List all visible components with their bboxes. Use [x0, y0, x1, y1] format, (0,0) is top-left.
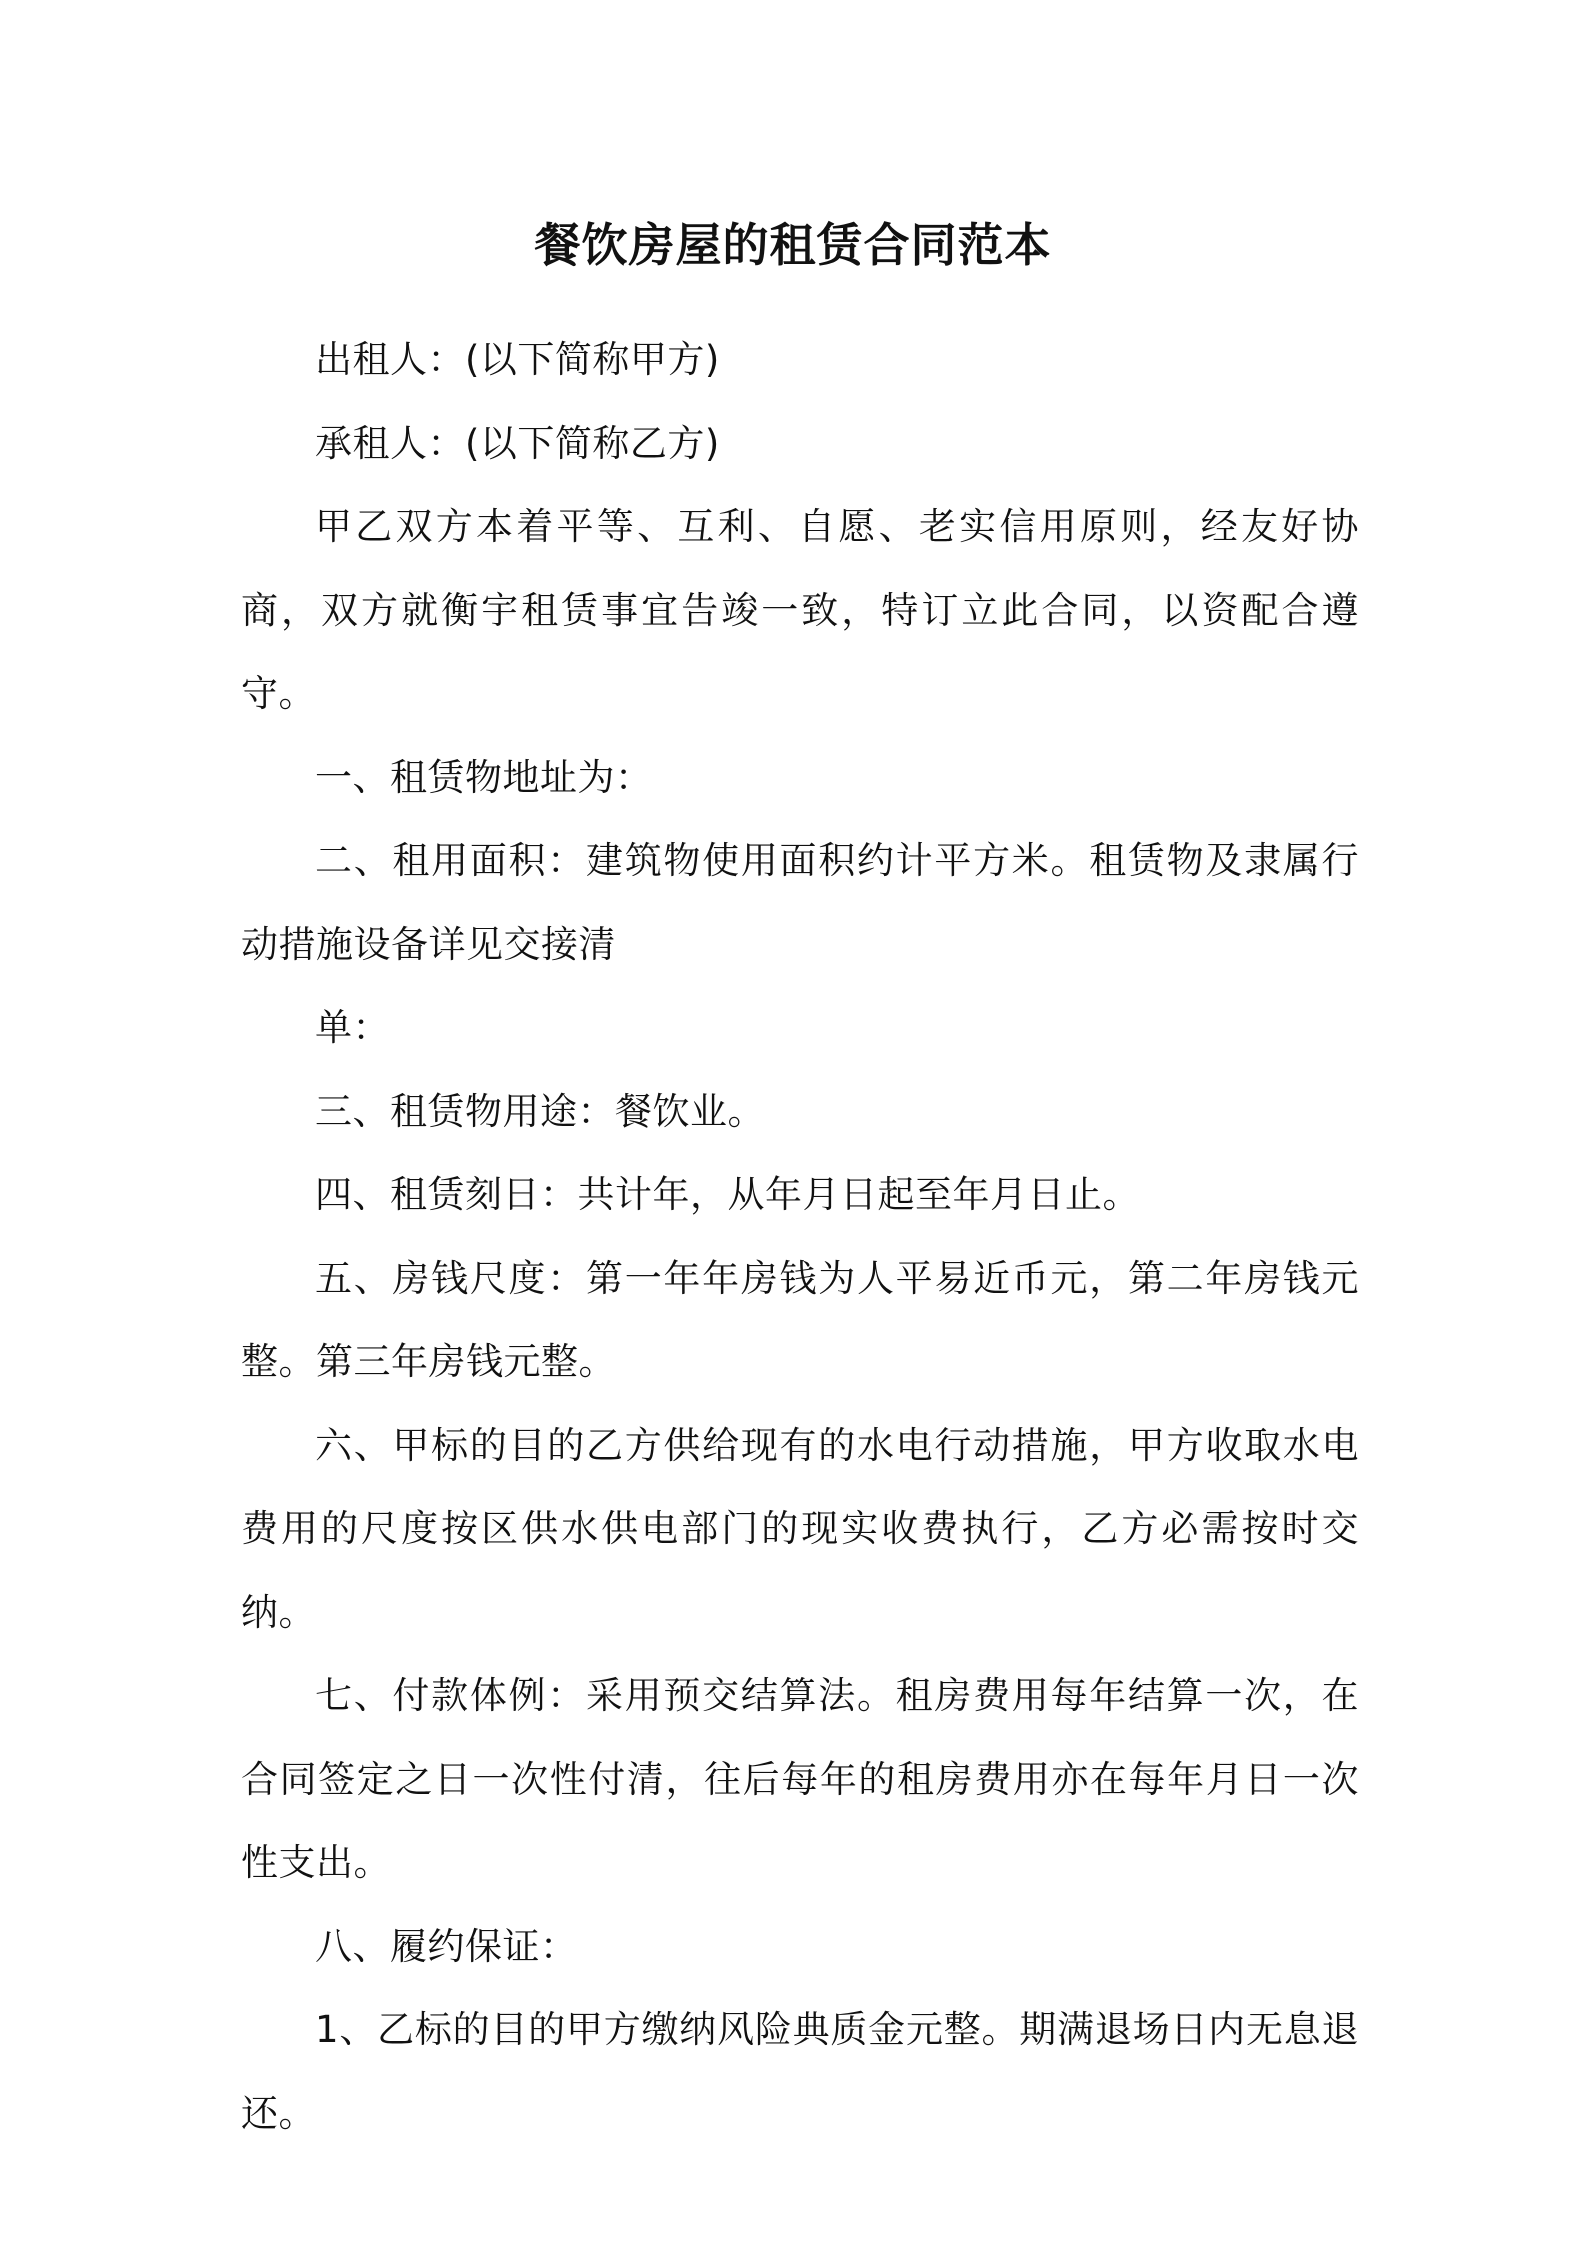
- paragraph-clause-8-item-1: 1、乙标的目的甲方缴纳风险典质金元整。期满退场日内无息退还。: [241, 2008, 1359, 2135]
- paragraph-clause-2-continued: 单：: [315, 1006, 390, 1049]
- paragraph-clause-6: 六、甲标的目的乙方供给现有的水电行动措施，甲方收取水电费用的尺度按区供水供电部门的现实收费执行，乙方必需按时交纳。: [241, 1423, 1359, 1634]
- paragraph-clause-7: 七、付款体例：采用预交结算法。租房费用每年结算一次，在合同签定之日一次性付清，往后每年的租房费用亦在每年月日一次性支出。: [241, 1674, 1359, 1884]
- paragraph-clause-2: 二、租用面积：建筑物使用面积约计平方米。租赁物及隶属行动措施设备详见交接清: [241, 839, 1359, 966]
- paragraph-lessee: 承租人：(以下简称乙方): [315, 421, 720, 465]
- paragraph-clause-5: 五、房钱尺度：第一年年房钱为人平易近币元，第二年房钱元整。第三年房钱元整。: [241, 1256, 1359, 1383]
- paragraph-clause-4: 四、租赁刻日：共计年，从年月日起至年月日止。: [315, 1173, 1140, 1216]
- document-title: 餐饮房屋的租赁合同范本: [534, 218, 1052, 272]
- paragraph-clause-8: 八、履约保证：: [315, 1924, 578, 1968]
- paragraph-clause-3: 三、租赁物用途：餐饮业。: [315, 1089, 765, 1133]
- paragraph-lessor: 出租人：(以下简称甲方): [315, 338, 720, 381]
- document-body: [241, 318, 1359, 2155]
- paragraph-preamble: 甲乙双方本着平等、互利、自愿、老实信用原则，经友好协商，双方就衡宇租赁事宜告竣一致，特订立此合同，以资配合遵守。: [241, 505, 1359, 715]
- paragraph-clause-1: 一、租赁物地址为：: [315, 755, 653, 799]
